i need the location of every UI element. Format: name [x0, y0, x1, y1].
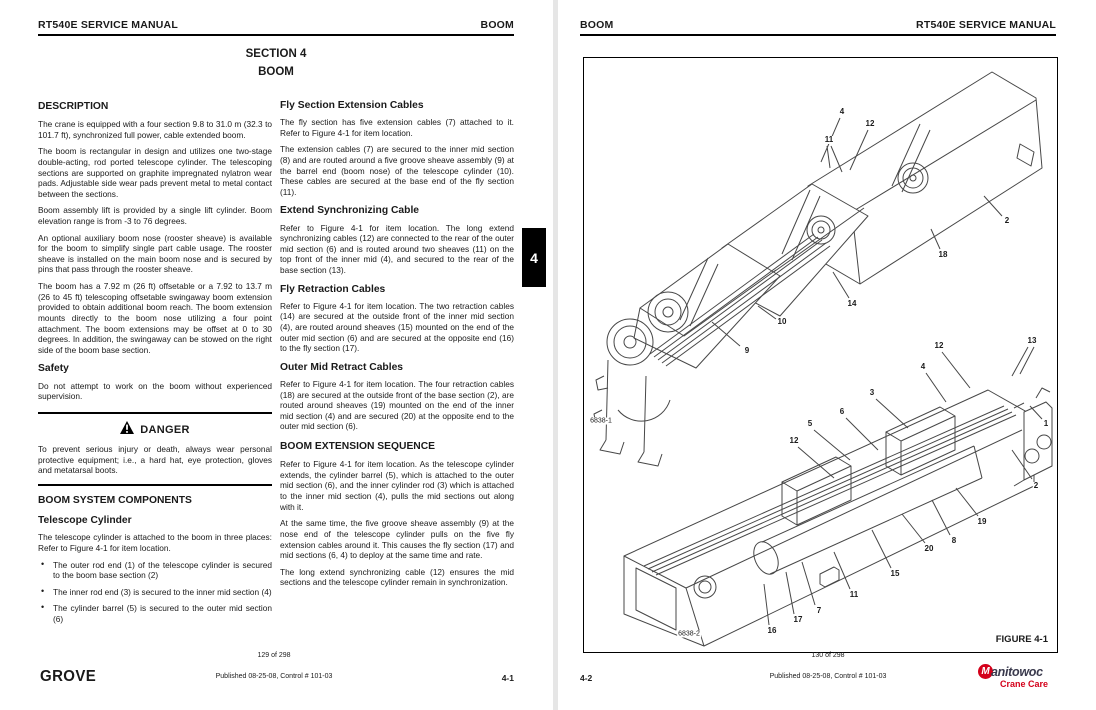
figure-callout-number: 20 [924, 544, 934, 553]
figure-callout-number: 4 [839, 107, 845, 116]
right-page-published: Published 08-25-08, Control # 101-03 [769, 673, 887, 680]
figure-callout-number: 13 [1027, 336, 1037, 345]
left-page-count: 129 of 298 [257, 652, 291, 659]
text-block: The fly section has five extension cables (7) attached to it. Refer to Figure 4-1 for item location. [280, 117, 514, 138]
right-column [280, 92, 514, 631]
figure-callout-number: 17 [793, 615, 803, 624]
figure-callout-number: 12 [789, 436, 799, 445]
header-title-right: RT540E SERVICE MANUAL [916, 19, 1056, 31]
left-column [38, 92, 272, 631]
text-block: • The inner rod end (3) is secured to the inner mid section (4) [38, 587, 272, 598]
text-block: An optional auxiliary boom nose (rooster sheave) is available for the boom to simplify single part cable usage. The rooster sheave is installed on the main boom nose and is secured by pins that pass through the rooster sheave. [38, 232, 272, 275]
figure-callout-number: 15 [890, 569, 900, 578]
text-block: The crane is equipped with a four section 9.8 to 31.0 m (32.3 to 101.7 ft), synchronized full power, cable extended boom. [38, 119, 272, 140]
text-block: The extension cables (7) are secured to the inner mid section (8) and are routed around a five groove sheave assembly (9) at the barrel end (boom nose) of the telescope cylinder (10). These cables are secured at the base end of the fly section (11). [280, 144, 514, 197]
text-block: The telescope cylinder is attached to the boom in three places: Refer to Figure 4-1 for item location. [38, 532, 272, 554]
text-block: The boom has a 7.92 m (26 ft) offsetable or a 7.92 to 13.7 m (26 to 45 ft) telescoping offsetable swingaway boom extension provided to obtain additional boom reach. The boom extension mounts directly to the boom nose utilizing a four point attachment. The boom extensions may be offset at 0 to 30 degrees. In addition, the swingaway can be stowed on the right side of the boom base section. [38, 281, 272, 355]
danger-box [38, 412, 272, 486]
figure-callout-number: 5 [807, 419, 813, 428]
text-block: • The outer rod end (1) of the telescope cylinder is secured to the boom base section (2) [38, 560, 272, 581]
figure-4-1 [583, 57, 1058, 653]
drawing-id-label: 6838-2 [678, 630, 700, 638]
manitowoc-logo [978, 664, 1074, 689]
text-block: DESCRIPTION [38, 101, 109, 112]
left-page-columns [38, 92, 514, 631]
right-page-header [580, 13, 1056, 36]
figure-drawing-ids [584, 58, 1057, 652]
figure-callout-number: 4 [920, 362, 926, 371]
drawing-id-label: 6838-1 [590, 417, 612, 425]
crane-care-text: Crane Care [1000, 679, 1049, 689]
figure-callout-number: 1 [1043, 419, 1049, 428]
text-block: Refer to Figure 4-1 for item location. As the telescope cylinder extends, the cylinder barrel (5), which is attached to the outer mid section (6), and the inner cylinder rod (3) which is attached to the inner mid section (4), pulls the mid sections out along with it. [280, 459, 514, 512]
text-block: Refer to Figure 4-1 for item location. The two retraction cables (14) are secured at the outside front of the inner mid section (4), are routed around sheaves (15) mounted on the end of the outer mid section (6) and are secured at the opposite end (16) to the fly section (17). [280, 300, 514, 354]
figure-callout-number: 18 [938, 250, 948, 259]
danger-header [38, 421, 272, 439]
left-page-header [38, 13, 514, 36]
text-block: Safety [38, 363, 69, 375]
text-block: The long extend synchronizing cable (12) ensures the mid sections and the telescope cylinder remain in synchronization. [280, 566, 514, 588]
figure-callout-number: 14 [847, 299, 857, 308]
figure-callout-number: 19 [977, 517, 987, 526]
figure-label: FIGURE 4-1 [995, 634, 1048, 645]
section-title-line1: SECTION 4 [245, 48, 307, 60]
text-block: Do not attempt to work on the boom without experienced supervision. [38, 380, 272, 402]
manitowoc-m-icon: M [978, 664, 993, 679]
danger-text: To prevent serious injury or death, always wear personal protective equipment; i.e., a hard hat, eye protection, gloves and metatarsal boots. [38, 443, 272, 476]
danger-icon [120, 421, 134, 439]
figure-callout-number: 9 [744, 346, 750, 355]
figure-callout-number: 16 [767, 626, 777, 635]
text-block: Fly Retraction Cables [280, 283, 386, 295]
text-block: The boom is rectangular in design and utilizes one two-stage double-acting, rod ported telescope cylinder. The telescoping sections are supported on graphite impregnated nylatron wear pads. Adjustable side wear pads prevent metal to metal contact between the sections. [38, 146, 272, 199]
figure-callout-number: 7 [816, 606, 822, 615]
section-tab-4: 4 [522, 228, 546, 287]
text-block: At the same time, the five groove sheave assembly (9) at the nose end of the telescope cylinder pulls on the five fly extension cables around it. This causes the fly section (17) and mid sections (6, 4) to deploy at the same time and rate. [280, 518, 514, 561]
figure-callout-number: 2 [1033, 481, 1039, 490]
text-block: Refer to Figure 4-1 for item location. The long extend synchronizing cables (12) are connected to the rear of the outer mid section (6) and is routed around two sheaves (11) on the top front of the inner mid (4), and secured to the rear of the base section (13). [280, 222, 514, 276]
text-block: BOOM EXTENSION SEQUENCE [280, 441, 436, 453]
text-block: • The cylinder barrel (5) is secured to the outer mid section (6) [38, 603, 272, 624]
text-block: Boom assembly lift is provided by a single lift cylinder. Boom elevation range is from -3 to 76 degrees. [38, 205, 272, 227]
section-title [38, 46, 514, 82]
header-section-left: BOOM [480, 19, 514, 31]
right-page-number: 4-2 [580, 673, 593, 683]
text-block: Extend Synchronizing Cable [280, 205, 420, 217]
figure-callout-number: 6 [839, 407, 845, 416]
text-block: Outer Mid Retract Cables [280, 361, 404, 373]
figure-callout-number: 2 [1004, 216, 1010, 225]
figure-callout-number: 11 [849, 590, 859, 599]
header-title-left: RT540E SERVICE MANUAL [38, 19, 178, 31]
figure-callout-number: 12 [934, 341, 944, 350]
text-block: Telescope Cylinder [38, 515, 132, 527]
figure-callout-number: 10 [777, 317, 787, 326]
figure-callout-number: 3 [869, 388, 875, 397]
manitowoc-wordmark [978, 664, 1074, 679]
figure-callout-number: 8 [951, 536, 957, 545]
figure-callout-number: 11 [824, 135, 834, 144]
text-block: Fly Section Extension Cables [280, 100, 424, 111]
left-page-published: Published 08-25-08, Control # 101-03 [215, 673, 333, 680]
grove-logo: GROVE [40, 667, 97, 686]
header-section-right: BOOM [580, 19, 614, 31]
left-column-top [38, 100, 272, 402]
figure-callout-number: 12 [865, 119, 875, 128]
text-block: Refer to Figure 4-1 for item location. The four retraction cables (18) are secured at the outside front of the base section (2), are routed around sheaves (19) mounted on the end of the inner mid section (4) and are secured (20) at the opposite end to the outer mid section (6). [280, 379, 514, 432]
page-divider [553, 0, 558, 710]
left-page-number: 4-1 [501, 673, 514, 683]
section-title-line2: BOOM [258, 65, 294, 78]
danger-label: DANGER [140, 423, 190, 436]
manitowoc-text: anitowoc [991, 664, 1043, 679]
text-block: BOOM SYSTEM COMPONENTS [38, 495, 192, 507]
left-column-bottom [38, 494, 272, 625]
right-page-count: 130 of 298 [811, 652, 845, 659]
